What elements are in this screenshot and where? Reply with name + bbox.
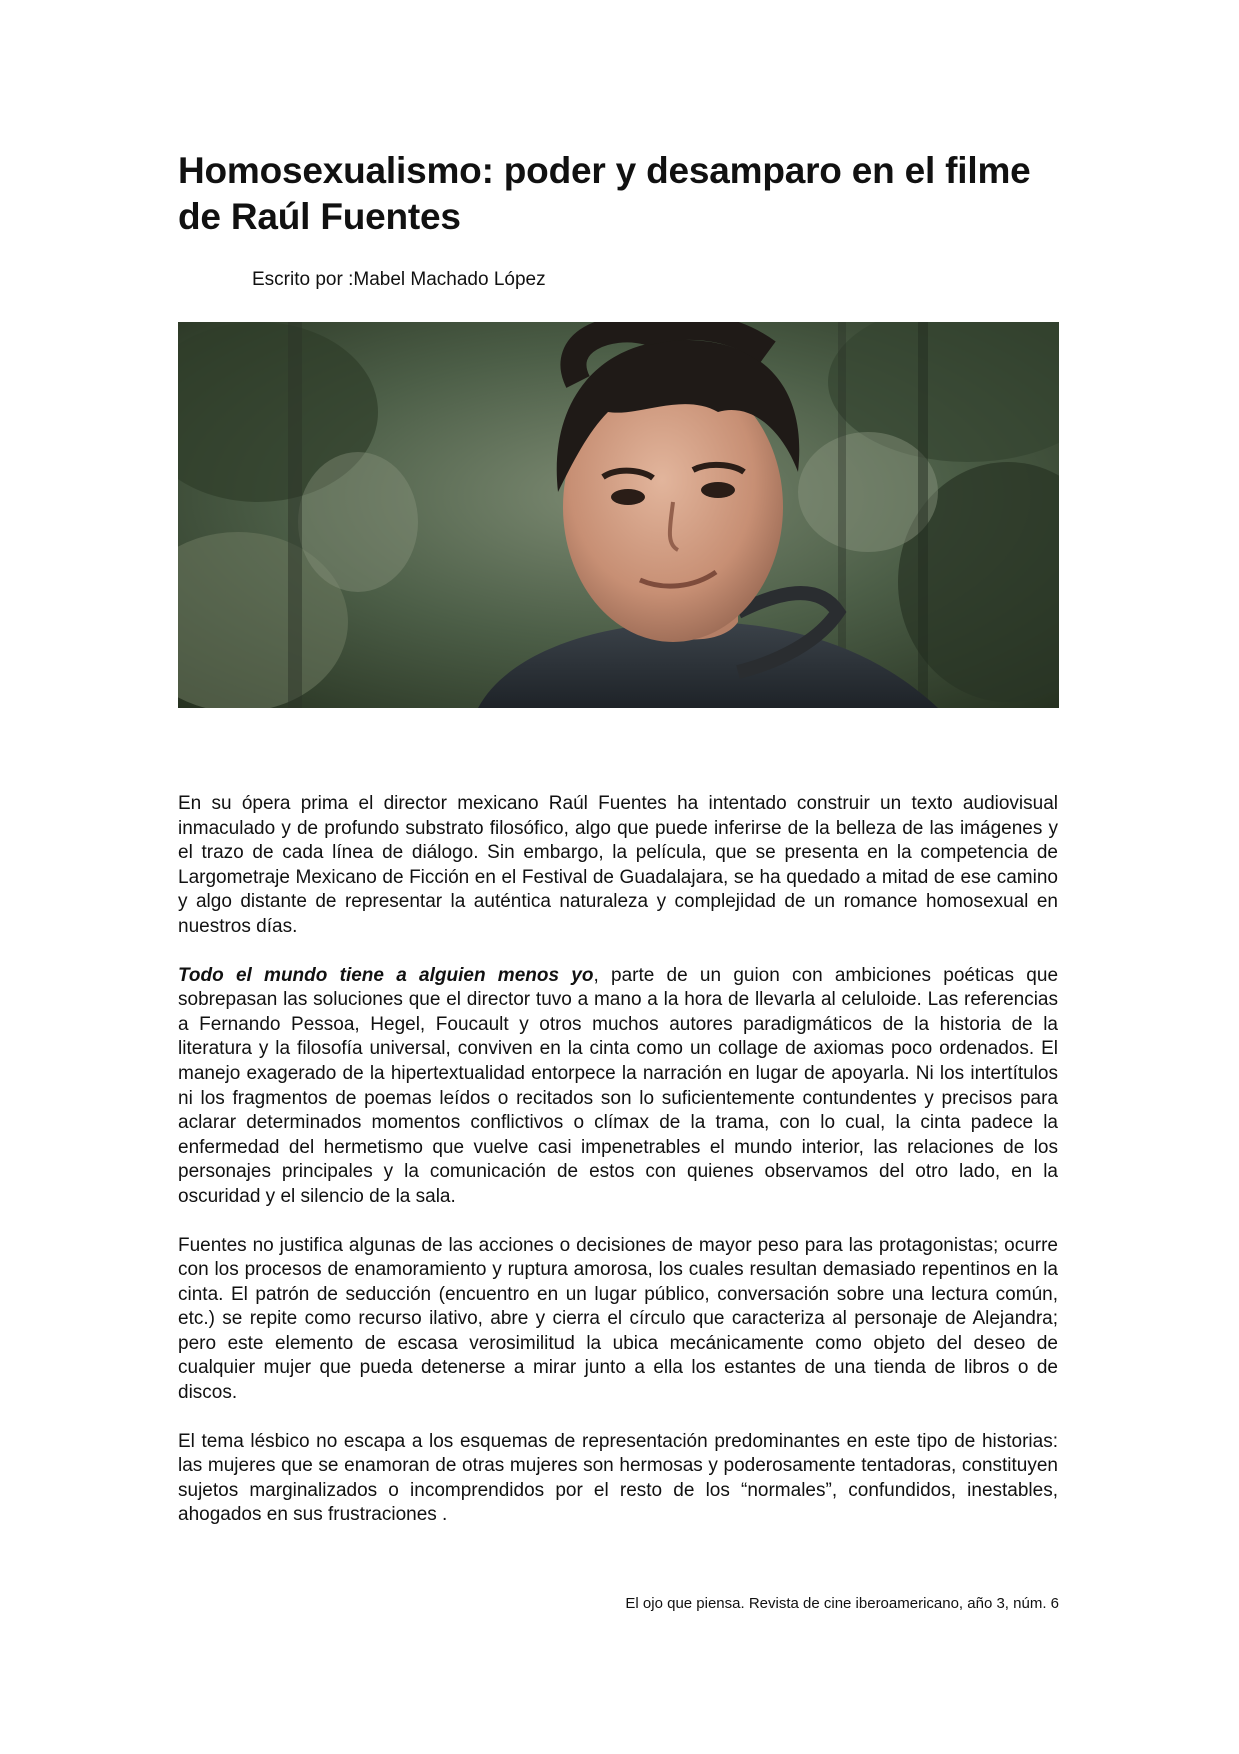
byline: Escrito por :Mabel Machado López — [252, 269, 546, 290]
paragraph-3: Fuentes no justifica algunas de las acciones o decisiones de mayor peso para las protagonistas; ocurre con los procesos de enamoramiento y ruptura amorosa, los cuales resultan demasiado repentinos en la cinta. El patrón de seducción (encuentro en un lugar público, conversación sobre una lectura común, etc.) se repite como recurso ilativo, abre y cierra el círculo que caracteriza al personaje de Alejandra; pero este elemento de escasa verosimilitud la ubica mecánicamente como objeto del deseo de cualquier mujer que pueda detenerse a mirar junto a ella los estantes de una tienda de libros o de discos. — [178, 1234, 1058, 1404]
paragraph-2 — [178, 964, 1058, 1210]
film-title: Todo el mundo tiene a alguien menos yo — [178, 964, 594, 986]
page-footer: El ojo que piensa. Revista de cine iberoamericano, año 3, núm. 6 — [625, 1595, 1059, 1612]
article-body — [178, 792, 1058, 1552]
director-portrait-illustration — [178, 322, 1059, 708]
director-portrait-photo — [178, 322, 1059, 708]
paragraph-4: El tema lésbico no escapa a los esquemas de representación predominantes en este tipo de historias: las mujeres que se enamoran de otras mujeres son hermosas y poderosamente tentadoras, constituyen sujetos marginalizados o incomprendidos por el resto de los “normales”, confundidos, inestables, ahogados en sus frustraciones . — [178, 1430, 1058, 1526]
page-title: Homosexualismo: poder y desamparo en el filme de Raúl Fuentes — [178, 150, 1031, 237]
paragraph-2-text: , parte de un guion con ambiciones poéticas que sobrepasan las soluciones que el director tuvo a mano a la hora de llevarla al celuloide. Las referencias a Fernando Pessoa, Hegel, Foucault y otros muchos autores paradigmáticos de la historia de la literatura y la filosofía universal, conviven en la cinta como un collage de axiomas poco ordenados. El manejo exagerado de la hipertextualidad entorpece la narración en lugar de apoyarla. Ni los intertítulos ni los fragmentos de poemas leídos o recitados son lo suficientemente contundentes y precisos para aclarar determinados momentos conflictivos o clímax de la trama, con lo cual, la cinta padece la enfermedad del hermetismo que vuelve casi impenetrables el mundo interior, las relaciones de los personajes principales y la comunicación de estos con quienes observamos del otro lado, en la oscuridad y el silencio de la sala. — [178, 964, 1059, 1207]
paragraph-1: En su ópera prima el director mexicano Raúl Fuentes ha intentado construir un texto audiovisual inmaculado y de profundo substrato filosófico, algo que puede inferirse de la belleza de las imágenes y el trazo de cada línea de diálogo. Sin embargo, la película, que se presenta en la competencia de Largometraje Mexicano de Ficción en el Festival de Guadalajara, se ha quedado a mitad de ese camino y algo distante de representar la auténtica naturaleza y complejidad de un romance homosexual en nuestros días. — [178, 793, 1058, 937]
